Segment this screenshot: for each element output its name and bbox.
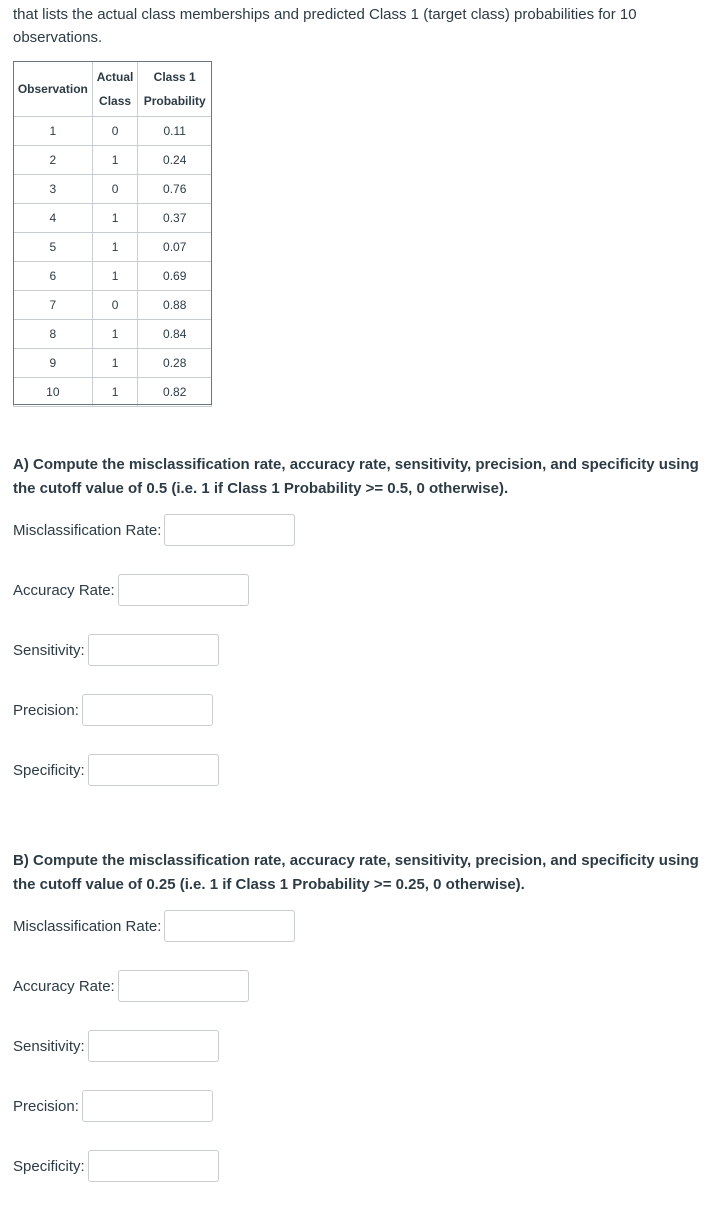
cell-actual-class: 1 <box>92 204 138 233</box>
cell-actual-class: 0 <box>92 175 138 204</box>
table-row <box>14 204 212 233</box>
cell-probability: 0.37 <box>138 204 212 233</box>
table-row <box>14 349 212 378</box>
part-a-sensitivity-label: Sensitivity: <box>13 641 85 659</box>
cell-probability: 0.69 <box>138 262 212 291</box>
cell-actual-class: 0 <box>92 117 138 146</box>
cell-actual-class: 0 <box>92 291 138 320</box>
cell-probability: 0.07 <box>138 233 212 262</box>
observations-table <box>13 61 212 407</box>
table-row <box>14 117 212 146</box>
part-b-sensitivity-label: Sensitivity: <box>13 1037 85 1055</box>
part-a-sensitivity-input[interactable] <box>88 634 219 666</box>
part-b-precision-input[interactable] <box>82 1090 213 1122</box>
part-b-misclassification-rate-row <box>13 910 295 942</box>
table-row <box>14 146 212 175</box>
cell-observation: 8 <box>14 320 93 349</box>
cell-observation: 1 <box>14 117 93 146</box>
intro-text: that lists the actual class memberships and predicted Class 1 (target class) probabilities for 10 observations. <box>13 6 637 46</box>
part-a-precision-row <box>13 694 213 726</box>
part-a-accuracy-rate-label: Accuracy Rate: <box>13 581 115 599</box>
cell-probability: 0.28 <box>138 349 212 378</box>
table-row <box>14 262 212 291</box>
cell-observation: 6 <box>14 262 93 291</box>
part-b-precision-row <box>13 1090 213 1122</box>
cell-observation: 2 <box>14 146 93 175</box>
part-a-misclassification-rate-input[interactable] <box>164 514 295 546</box>
part-a-misclassification-rate-label: Misclassification Rate: <box>13 521 162 539</box>
table-row <box>14 320 212 349</box>
part-a-precision-input[interactable] <box>82 694 213 726</box>
table-row <box>14 233 212 262</box>
part-b-sensitivity-row <box>13 1030 219 1062</box>
header-actual-class <box>92 62 138 117</box>
part-b-accuracy-rate-row <box>13 970 249 1002</box>
header-observation <box>14 62 93 117</box>
part-b-specificity-label: Specificity: <box>13 1157 85 1175</box>
part-b-specificity-row <box>13 1150 219 1182</box>
part-a-accuracy-rate-input[interactable] <box>118 574 249 606</box>
cell-probability: 0.84 <box>138 320 212 349</box>
part-a-accuracy-rate-row <box>13 574 249 606</box>
cell-observation: 7 <box>14 291 93 320</box>
cell-probability: 0.11 <box>138 117 212 146</box>
cell-probability: 0.88 <box>138 291 212 320</box>
cell-actual-class: 1 <box>92 262 138 291</box>
part-a-specificity-input[interactable] <box>88 754 219 786</box>
header-observation-label: Observation <box>17 82 88 96</box>
header-probability-line2: Probability <box>143 94 206 108</box>
part-a-specificity-row <box>13 754 219 786</box>
header-actual-class-line1: Actual <box>96 70 134 84</box>
part-a-precision-label: Precision: <box>13 701 79 719</box>
cell-actual-class: 1 <box>92 233 138 262</box>
cell-probability: 0.82 <box>138 378 212 407</box>
header-probability-line1: Class 1 <box>153 70 196 84</box>
cell-actual-class: 1 <box>92 146 138 175</box>
part-b-accuracy-rate-label: Accuracy Rate: <box>13 977 115 995</box>
header-actual-class-line2: Class <box>99 94 132 108</box>
part-a-specificity-label: Specificity: <box>13 761 85 779</box>
part-b-question: B) Compute the misclassification rate, accuracy rate, sensitivity, precision, and specificity using the cutoff value of 0.25 (i.e. 1 if Class 1 Probability >= 0.25, 0 otherwise). <box>13 852 699 893</box>
cell-actual-class: 1 <box>92 349 138 378</box>
table-header-row <box>14 62 212 117</box>
part-b-precision-label: Precision: <box>13 1097 79 1115</box>
table-row <box>14 378 212 407</box>
cell-probability: 0.24 <box>138 146 212 175</box>
cell-observation: 5 <box>14 233 93 262</box>
part-a-question: A) Compute the misclassification rate, accuracy rate, sensitivity, precision, and specificity using the cutoff value of 0.5 (i.e. 1 if Class 1 Probability >= 0.5, 0 otherwise). <box>13 456 699 497</box>
cell-observation: 4 <box>14 204 93 233</box>
part-b-misclassification-rate-label: Misclassification Rate: <box>13 917 162 935</box>
cell-actual-class: 1 <box>92 320 138 349</box>
cell-probability: 0.76 <box>138 175 212 204</box>
table-row <box>14 175 212 204</box>
cell-observation: 10 <box>14 378 93 407</box>
part-a-misclassification-rate-row <box>13 514 295 546</box>
header-class1-probability <box>138 62 212 117</box>
part-b-specificity-input[interactable] <box>88 1150 219 1182</box>
part-b-accuracy-rate-input[interactable] <box>118 970 249 1002</box>
table-row <box>14 291 212 320</box>
part-b-misclassification-rate-input[interactable] <box>164 910 295 942</box>
cell-observation: 9 <box>14 349 93 378</box>
cell-observation: 3 <box>14 175 93 204</box>
cell-actual-class: 1 <box>92 378 138 407</box>
part-b-sensitivity-input[interactable] <box>88 1030 219 1062</box>
part-a-sensitivity-row <box>13 634 219 666</box>
